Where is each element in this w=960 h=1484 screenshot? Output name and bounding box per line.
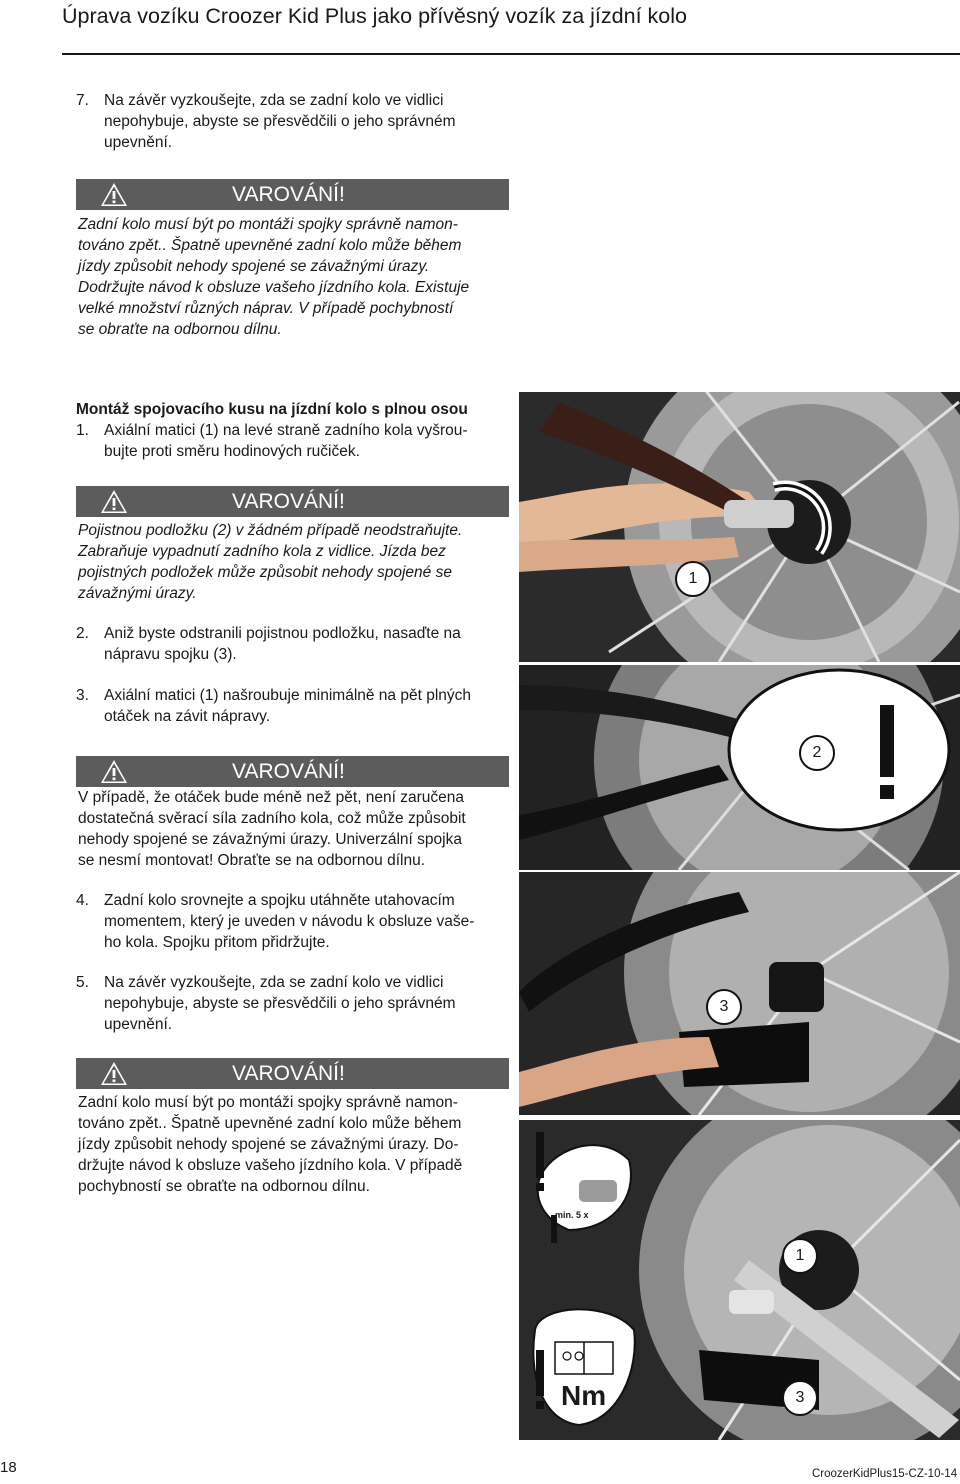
warning-label: VAROVÁNÍ! <box>232 183 345 206</box>
callout-1: 1 <box>782 1238 818 1274</box>
step-5-line: Na závěr vyzkoušejte, zda se zadní kolo ve vidlici <box>104 974 444 991</box>
warning-triangle-icon <box>100 182 128 207</box>
step-7-line: upevnění. <box>104 134 173 151</box>
warning-label: VAROVÁNÍ! <box>232 760 345 783</box>
warning-2-text <box>78 520 518 604</box>
document-code: CroozerKidPlus15-CZ-10-14 <box>812 1468 958 1480</box>
step-5-line: upevnění. <box>104 1016 173 1033</box>
step-4-line: ho kola. Spojku přitom přidržujte. <box>104 934 330 951</box>
warning-line: Zadní kolo musí být po montáži spojky správně namon- <box>78 1094 458 1111</box>
warning-bar <box>76 486 509 517</box>
step-7-line: nepohybuje, abyste se přesvědčili o jeho správném <box>104 113 456 130</box>
callout-2: 2 <box>799 735 835 771</box>
torque-nm-label: Nm <box>561 1380 607 1411</box>
photo-coupling-on-axle <box>519 872 960 1115</box>
callout-3: 3 <box>782 1380 818 1416</box>
warning-label: VAROVÁNÍ! <box>232 1062 345 1085</box>
warning-bar <box>76 756 509 787</box>
photo-lock-washer <box>519 665 960 870</box>
page-number: 18 <box>0 1459 17 1476</box>
warning-line: jízdy způsobit nehody spojené se závažnými úrazy. Do- <box>78 1136 459 1153</box>
warning-line: pochybností se obraťte na odbornou dílnu. <box>78 1178 370 1195</box>
step-3-number: 3. <box>76 687 89 704</box>
step-5-text <box>104 972 456 1035</box>
photo-1-image <box>519 392 960 662</box>
photo-3-image <box>519 872 960 1115</box>
warning-line: Pojistnou podložku (2) v žádném případě neodstraňujte. <box>78 522 463 539</box>
step-5-line: nepohybuje, abyste se přesvědčili o jeho správném <box>104 995 456 1012</box>
step-1-text <box>104 420 468 462</box>
warning-line: V případě, že otáček bude méně než pět, není zaručena <box>78 789 465 806</box>
step-1-number: 1. <box>76 422 89 439</box>
warning-line: Dodržujte návod k obsluze vašeho jízdního kola. Existuje <box>78 279 470 296</box>
warning-line: dostatečná svěrací síla zadního kola, což může způsobit <box>78 810 466 827</box>
step-2-line: Aniž byste odstranili pojistnou podložku, nasaďte na <box>104 625 461 642</box>
warning-1-text <box>78 214 518 340</box>
warning-triangle-icon <box>100 1061 128 1086</box>
step-3-line: Axiální matici (1) našroubuje minimálně na pět plných <box>104 687 472 704</box>
warning-line: továno zpět.. Špatně upevněné zadní kolo může během <box>78 237 462 254</box>
step-1-line: bujte proti směru hodinových ručiček. <box>104 443 360 460</box>
step-4-number: 4. <box>76 892 89 909</box>
step-7-number: 7. <box>76 92 89 109</box>
warning-line: nehody spojené se závažnými úrazy. Univerzální spojka <box>78 831 462 848</box>
step-4-text <box>104 890 474 953</box>
step-3-line: otáček na závit nápravy. <box>104 708 270 725</box>
min-turns-label: min. 5 x <box>555 1210 589 1220</box>
callout-3: 3 <box>706 989 742 1025</box>
warning-line: Zadní kolo musí být po montáži spojky správně namon- <box>78 216 458 233</box>
callout-1: 1 <box>675 561 711 597</box>
step-2-text <box>104 623 461 665</box>
warning-line: velké množství různých náprav. V případě pochybností <box>78 300 454 317</box>
step-5-number: 5. <box>76 974 89 991</box>
warning-line: pojistných podložek může způsobit nehody spojené se <box>78 564 452 581</box>
page-title: Úprava vozíku Croozer Kid Plus jako přívěsný vozík za jízdní kolo <box>62 4 687 28</box>
step-7-text <box>104 90 456 153</box>
warning-triangle-icon <box>100 489 128 514</box>
warning-line: jízdy způsobit nehody spojené se závažnými úrazy. <box>78 258 430 275</box>
warning-bar <box>76 1058 509 1089</box>
warning-4-text <box>78 1092 518 1197</box>
section-heading: Montáž spojovacího kusu na jízdní kolo s plnou osou <box>76 401 468 418</box>
step-4-line: Zadní kolo srovnejte a spojku utáhněte utahovacím <box>104 892 455 909</box>
photo-tighten-axle-nut <box>519 1120 960 1440</box>
warning-line: držujte návod k obsluze vašeho jízdního kola. V případě <box>78 1157 463 1174</box>
step-4-line: momentem, který je uveden v návodu k obsluze vaše- <box>104 913 475 930</box>
warning-line: Zabraňuje vypadnutí zadního kola z vidlice. Jízda bez <box>78 543 446 560</box>
photo-2-image <box>519 665 960 870</box>
warning-label: VAROVÁNÍ! <box>232 490 345 513</box>
warning-3-text <box>78 787 518 871</box>
step-7-line: Na závěr vyzkoušejte, zda se zadní kolo ve vidlici <box>104 92 444 109</box>
step-3-text <box>104 685 471 727</box>
warning-line: závažnými úrazy. <box>78 585 197 602</box>
step-2-number: 2. <box>76 625 89 642</box>
warning-bar <box>76 179 509 210</box>
step-1-line: Axiální matici (1) na levé straně zadního kola vyšrou- <box>104 422 468 439</box>
step-2-line: nápravu spojku (3). <box>104 646 237 663</box>
warning-triangle-icon <box>100 759 128 784</box>
header-rule <box>62 53 960 55</box>
warning-line: továno zpět.. Špatně upevněné zadní kolo může během <box>78 1115 462 1132</box>
warning-line: se obraťte na odbornou dílnu. <box>78 321 282 338</box>
photo-unscrew-axle-nut <box>519 392 960 662</box>
warning-line: se nesmí montovat! Obraťte se na odbornou dílnu. <box>78 852 426 869</box>
